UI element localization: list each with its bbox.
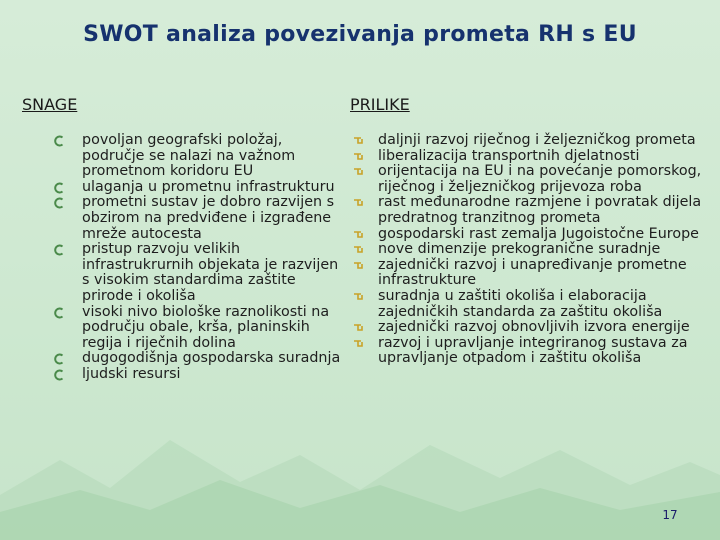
c-bullet-icon: [52, 196, 66, 210]
pointing-hand-icon: [353, 165, 365, 177]
page-number: 17: [662, 508, 678, 522]
list-item: orijentacija na EU i na povećanje pomorskog, riječnog i željezničkog prijevoza roba: [353, 164, 713, 195]
list-item: zajednički razvoj i unapređivanje prometne infrastrukture: [353, 258, 713, 289]
strengths-list: [52, 133, 342, 383]
opportunities-heading: PRILIKE: [350, 95, 410, 114]
pointing-hand-icon: [353, 228, 365, 240]
list-item: suradnja u zaštiti okoliša i elaboracija zajedničkih standarda za zaštitu okoliša: [353, 289, 713, 320]
list-item: rast međunarodne razmjene i povratak dijela predratnog tranzitnog prometa: [353, 195, 713, 226]
list-item: pristup razvoju velikih infrastrukrurnih objekata je razvijen s visokim standardima zaštite prirode i okoliša: [52, 242, 342, 304]
c-bullet-icon: [52, 352, 66, 366]
opportunities-list: [353, 133, 713, 367]
list-item: nove dimenzije prekograničnе suradnje: [353, 242, 713, 258]
c-bullet-icon: [52, 181, 66, 195]
c-bullet-icon: [52, 306, 66, 320]
pointing-hand-icon: [353, 337, 365, 349]
c-bullet-icon: [52, 368, 66, 382]
pointing-hand-icon: [353, 134, 365, 146]
list-item: dugogodišnja gospodarska suradnja: [52, 351, 342, 367]
list-item: liberalizacija transportnih djelatnosti: [353, 149, 713, 165]
c-bullet-icon: [52, 134, 66, 148]
list-item: visoki nivo biološke raznolikosti na području obale, krša, planinskih regija i riječnih dolina: [52, 305, 342, 352]
pointing-hand-icon: [353, 150, 365, 162]
list-item: gospodarski rast zemalja Jugoistočne Europe: [353, 227, 713, 243]
pointing-hand-icon: [353, 259, 365, 271]
list-item: daljnji razvoj riječnog i željezničkog prometa: [353, 133, 713, 149]
slide-title: SWOT analiza povezivanja prometa RH s EU: [83, 22, 637, 47]
list-item: ulaganja u prometnu infrastrukturu: [52, 180, 342, 196]
pointing-hand-icon: [353, 243, 365, 255]
pointing-hand-icon: [353, 196, 365, 208]
pointing-hand-icon: [353, 290, 365, 302]
list-item: zajednički razvoj obnovljivih izvora energije: [353, 320, 713, 336]
list-item: povoljan geografski položaj, područje se nalazi na važnom prometnom koridoru EU: [52, 133, 342, 180]
strengths-heading: SNAGE: [22, 95, 78, 114]
list-item: razvoj i upravljanje integriranog sustava za upravljanje otpadom i zaštitu okoliša: [353, 336, 713, 367]
c-bullet-icon: [52, 243, 66, 257]
list-item: prometni sustav je dobro razvijen s obzirom na predviđene i izgrađene mreže autocesta: [52, 195, 342, 242]
pointing-hand-icon: [353, 321, 365, 333]
mountain-background-decoration: [0, 400, 720, 540]
list-item: ljudski resursi: [52, 367, 342, 383]
